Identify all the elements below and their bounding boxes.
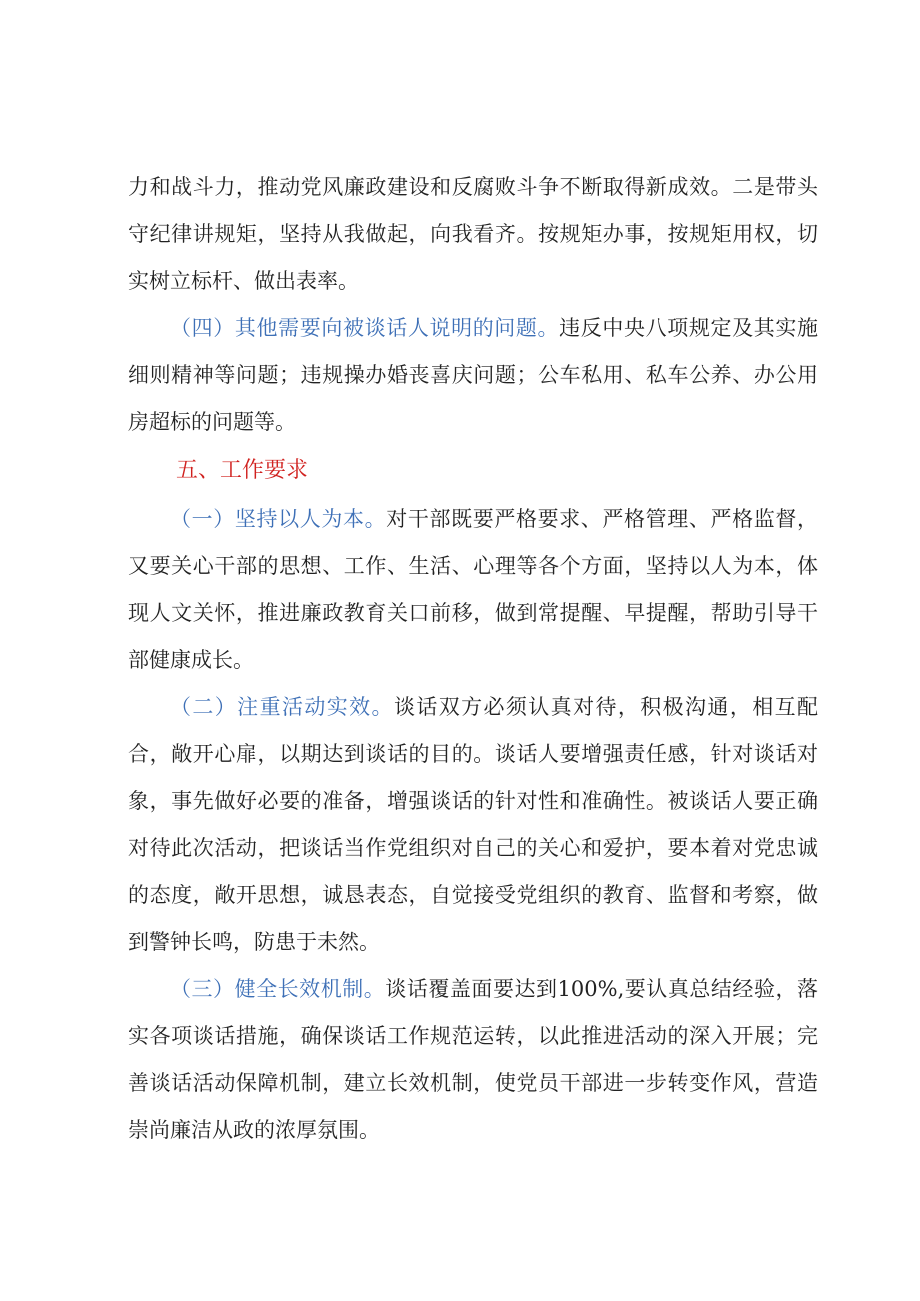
sub-heading-long-term-mechanism: （三）健全长效机制。 xyxy=(170,977,386,1001)
sub-heading-other-issues: （四）其他需要向被谈话人说明的问题。 xyxy=(170,316,560,340)
paragraph-text: 对干部既要严格要求、严格管理、严格监督，又要关心干部的思想、工作、生活、心理等各个方面，坚持以人为本，体现人文关怀，推进廉政教育关口前移，做到常提醒、早提醒，帮助引导干部健康成长。 xyxy=(128,507,819,672)
paragraph-long-term-mechanism xyxy=(128,966,818,1154)
sub-heading-people-oriented: （一）坚持以人为本。 xyxy=(170,507,387,531)
paragraph-continuation xyxy=(128,164,818,305)
paragraph-effectiveness xyxy=(128,684,818,966)
paragraph-people-oriented xyxy=(128,496,818,684)
paragraph-text: 谈话双方必须认真对待，积极沟通，相互配合，敞开心扉，以期达到谈话的目的。谈话人要增强责任感，针对谈话对象，事先做好必要的准备，增强谈话的针对性和准确性。被谈话人要正确对待此次活动，把谈话当作党组织对自己的关心和爱护，要本着对党忠诚的态度，敞开思想，诚恳表态，自觉接受党组织的教育、监督和考察，做到警钟长鸣，防患于未然。 xyxy=(128,695,819,954)
sub-heading-effectiveness: （二）注重活动实效。 xyxy=(170,695,394,719)
paragraph-text: 违反中央八项规定及其实施细则精神等问题；违规操办婚丧喜庆问题；公车私用、私车公养、办公用房超标的问题等。 xyxy=(128,316,818,434)
section-heading-work-requirements: 五、工作要求 xyxy=(176,458,309,483)
paragraph-text: 谈话覆盖面要达到100%,要认真总结经验，落实各项谈话措施，确保谈话工作规范运转，以此推进活动的深入开展；完善谈话活动保障机制，建立长效机制，使党员干部进一步转变作风，营造崇尚廉洁从政的浓厚氛围。 xyxy=(128,977,818,1142)
paragraph-text: 力和战斗力，推动党风廉政建设和反腐败斗争不断取得新成效。二是带头守纪律讲规矩，坚持从我做起，向我看齐。按规矩办事，按规矩用权，切实树立标杆、做出表率。 xyxy=(128,175,818,293)
document-body xyxy=(128,164,818,1154)
paragraph-other-issues xyxy=(128,305,818,446)
